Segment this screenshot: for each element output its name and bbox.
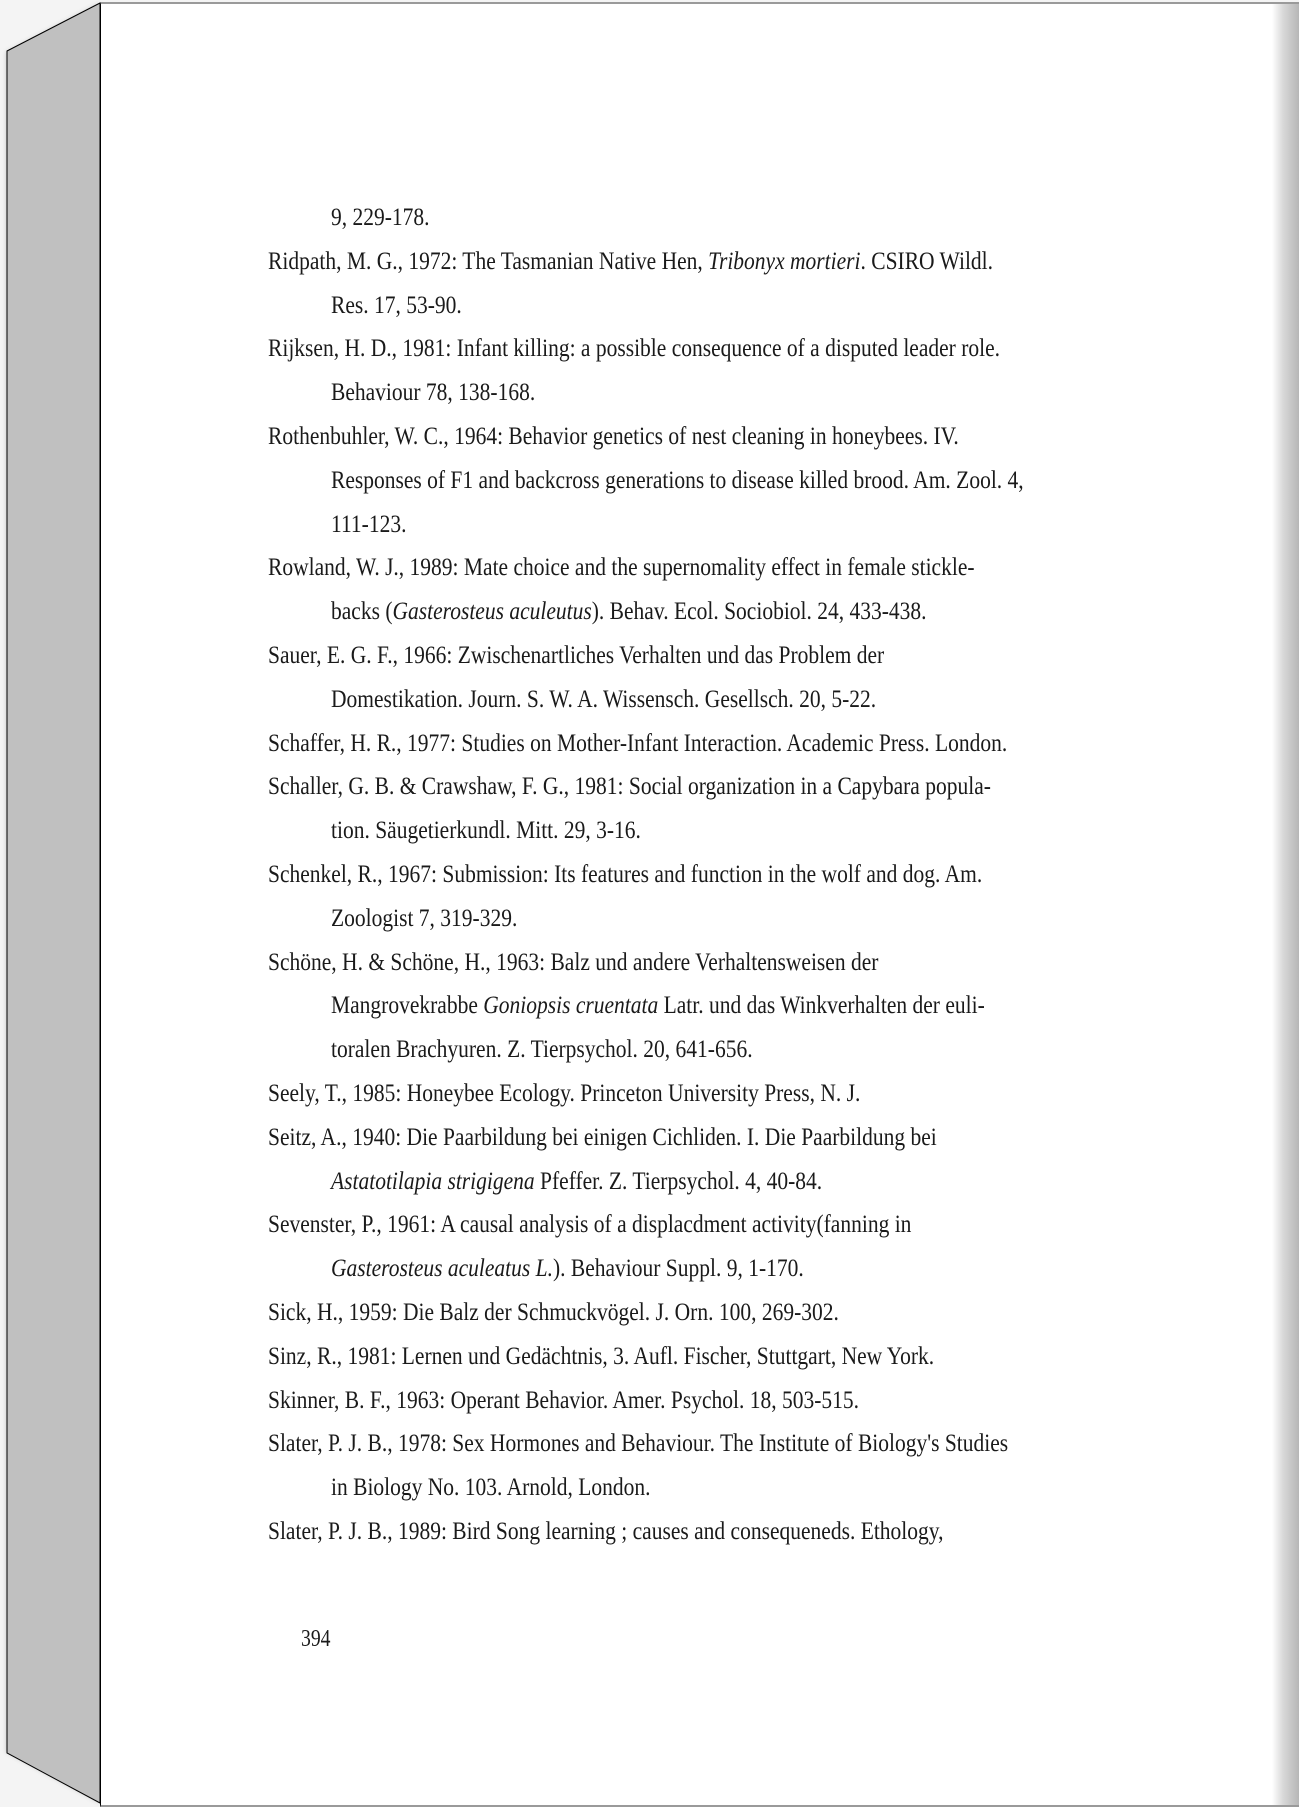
species-name: Tribonyx mortieri	[708, 247, 861, 275]
reference-continuation-line	[331, 1255, 804, 1283]
reference-continuation-line: Domestikation. Journ. S. W. A. Wissensch. Gesellsch. 20, 5-22.	[331, 685, 877, 713]
reference-first-line: Slater, P. J. B., 1978: Sex Hormones and Behaviour. The Institute of Biology's Studies	[268, 1430, 1009, 1458]
text-span: Ridpath, M. G., 1972: The Tasmanian Native Hen,	[268, 247, 709, 275]
reference-continuation-line	[331, 1168, 822, 1196]
reference-continuation-line: tion. Säugetierkundl. Mitt. 29, 3-16.	[331, 817, 641, 845]
reference-continuation-line: in Biology No. 103. Arnold, London.	[331, 1474, 651, 1502]
text-span: backs (	[331, 598, 393, 626]
species-name: Astatotilapia strigigena	[331, 1167, 535, 1195]
text-span: ). Behaviour Suppl. 9, 1-170.	[552, 1255, 804, 1283]
page-edge-shadow	[1272, 4, 1299, 1805]
reference-first-line: Schaffer, H. R., 1977: Studies on Mother-Infant Interaction. Academic Press. London.	[268, 729, 1008, 757]
reference-first-line: Sick, H., 1959: Die Balz der Schmuckvögel. J. Orn. 100, 269-302.	[268, 1299, 839, 1326]
page-number: 394	[301, 1626, 331, 1652]
reference-first-line	[268, 248, 993, 276]
reference-first-line: Rijksen, H. D., 1981: Infant killing: a possible consequence of a disputed leader role.	[268, 335, 1001, 363]
reference-continuation-line	[331, 992, 985, 1020]
reference-list	[101, 4, 1299, 1805]
reference-continuation-line: 9, 229-178.	[331, 204, 430, 231]
reference-continuation-line: Res. 17, 53-90.	[331, 291, 462, 319]
book-page	[100, 2, 1299, 1807]
reference-first-line: Skinner, B. F., 1963: Operant Behavior. Amer. Psychol. 18, 503-515.	[268, 1386, 860, 1414]
reference-continuation-line: Behaviour 78, 138-168.	[331, 379, 536, 407]
reference-continuation-line: Zoologist 7, 319-329.	[331, 904, 518, 932]
reference-first-line: Seely, T., 1985: Honeybee Ecology. Princeton University Press, N. J.	[268, 1080, 861, 1107]
reference-first-line: Seitz, A., 1940: Die Paarbildung bei einigen Cichliden. I. Die Paarbildung bei	[268, 1123, 937, 1151]
text-span: Pfeffer. Z. Tierpsychol. 4, 40-84.	[534, 1167, 823, 1195]
reference-continuation-line	[331, 598, 927, 626]
text-span: . CSIRO Wildl.	[860, 247, 994, 275]
reference-first-line: Schöne, H. & Schöne, H., 1963: Balz und andere Verhaltensweisen der	[268, 948, 879, 976]
reference-continuation-line: Responses of F1 and backcross generations to disease killed brood. Am. Zool. 4,	[331, 466, 1024, 494]
text-span: Latr. und das Winkverhalten der euli-	[658, 992, 985, 1020]
reference-first-line: Sevenster, P., 1961: A causal analysis of a displacdment activity(fanning in	[268, 1211, 912, 1239]
reference-first-line: Schaller, G. B. & Crawshaw, F. G., 1981: Social organization in a Capybara popula-	[268, 773, 991, 801]
text-span: Mangrovekrabbe	[331, 992, 484, 1020]
reference-first-line: Rothenbuhler, W. C., 1964: Behavior genetics of nest cleaning in honeybees. IV.	[268, 423, 959, 450]
reference-first-line: Sinz, R., 1981: Lernen und Gedächtnis, 3. Aufl. Fischer, Stuttgart, New York.	[268, 1342, 935, 1370]
book-spine	[0, 0, 102, 1806]
reference-first-line: Schenkel, R., 1967: Submission: Its features and function in the wolf and dog. Am.	[268, 861, 983, 888]
reference-continuation-line: 111-123.	[331, 510, 407, 538]
reference-continuation-line: toralen Brachyuren. Z. Tierpsychol. 20, 641-656.	[331, 1036, 753, 1064]
reference-first-line: Rowland, W. J., 1989: Mate choice and the supernomality effect in female stickle-	[268, 554, 975, 582]
species-name: Goniopsis cruentata	[483, 992, 659, 1020]
species-name: Gasterosteus aculeutus	[392, 598, 592, 626]
text-span: ). Behav. Ecol. Sociobiol. 24, 433-438.	[591, 598, 927, 626]
species-name: Gasterosteus aculeatus L.	[331, 1255, 553, 1283]
reference-first-line: Sauer, E. G. F., 1966: Zwischenartliches Verhalten und das Problem der	[268, 642, 885, 669]
reference-first-line: Slater, P. J. B., 1989: Bird Song learning ; causes and consequeneds. Ethology,	[268, 1518, 944, 1545]
